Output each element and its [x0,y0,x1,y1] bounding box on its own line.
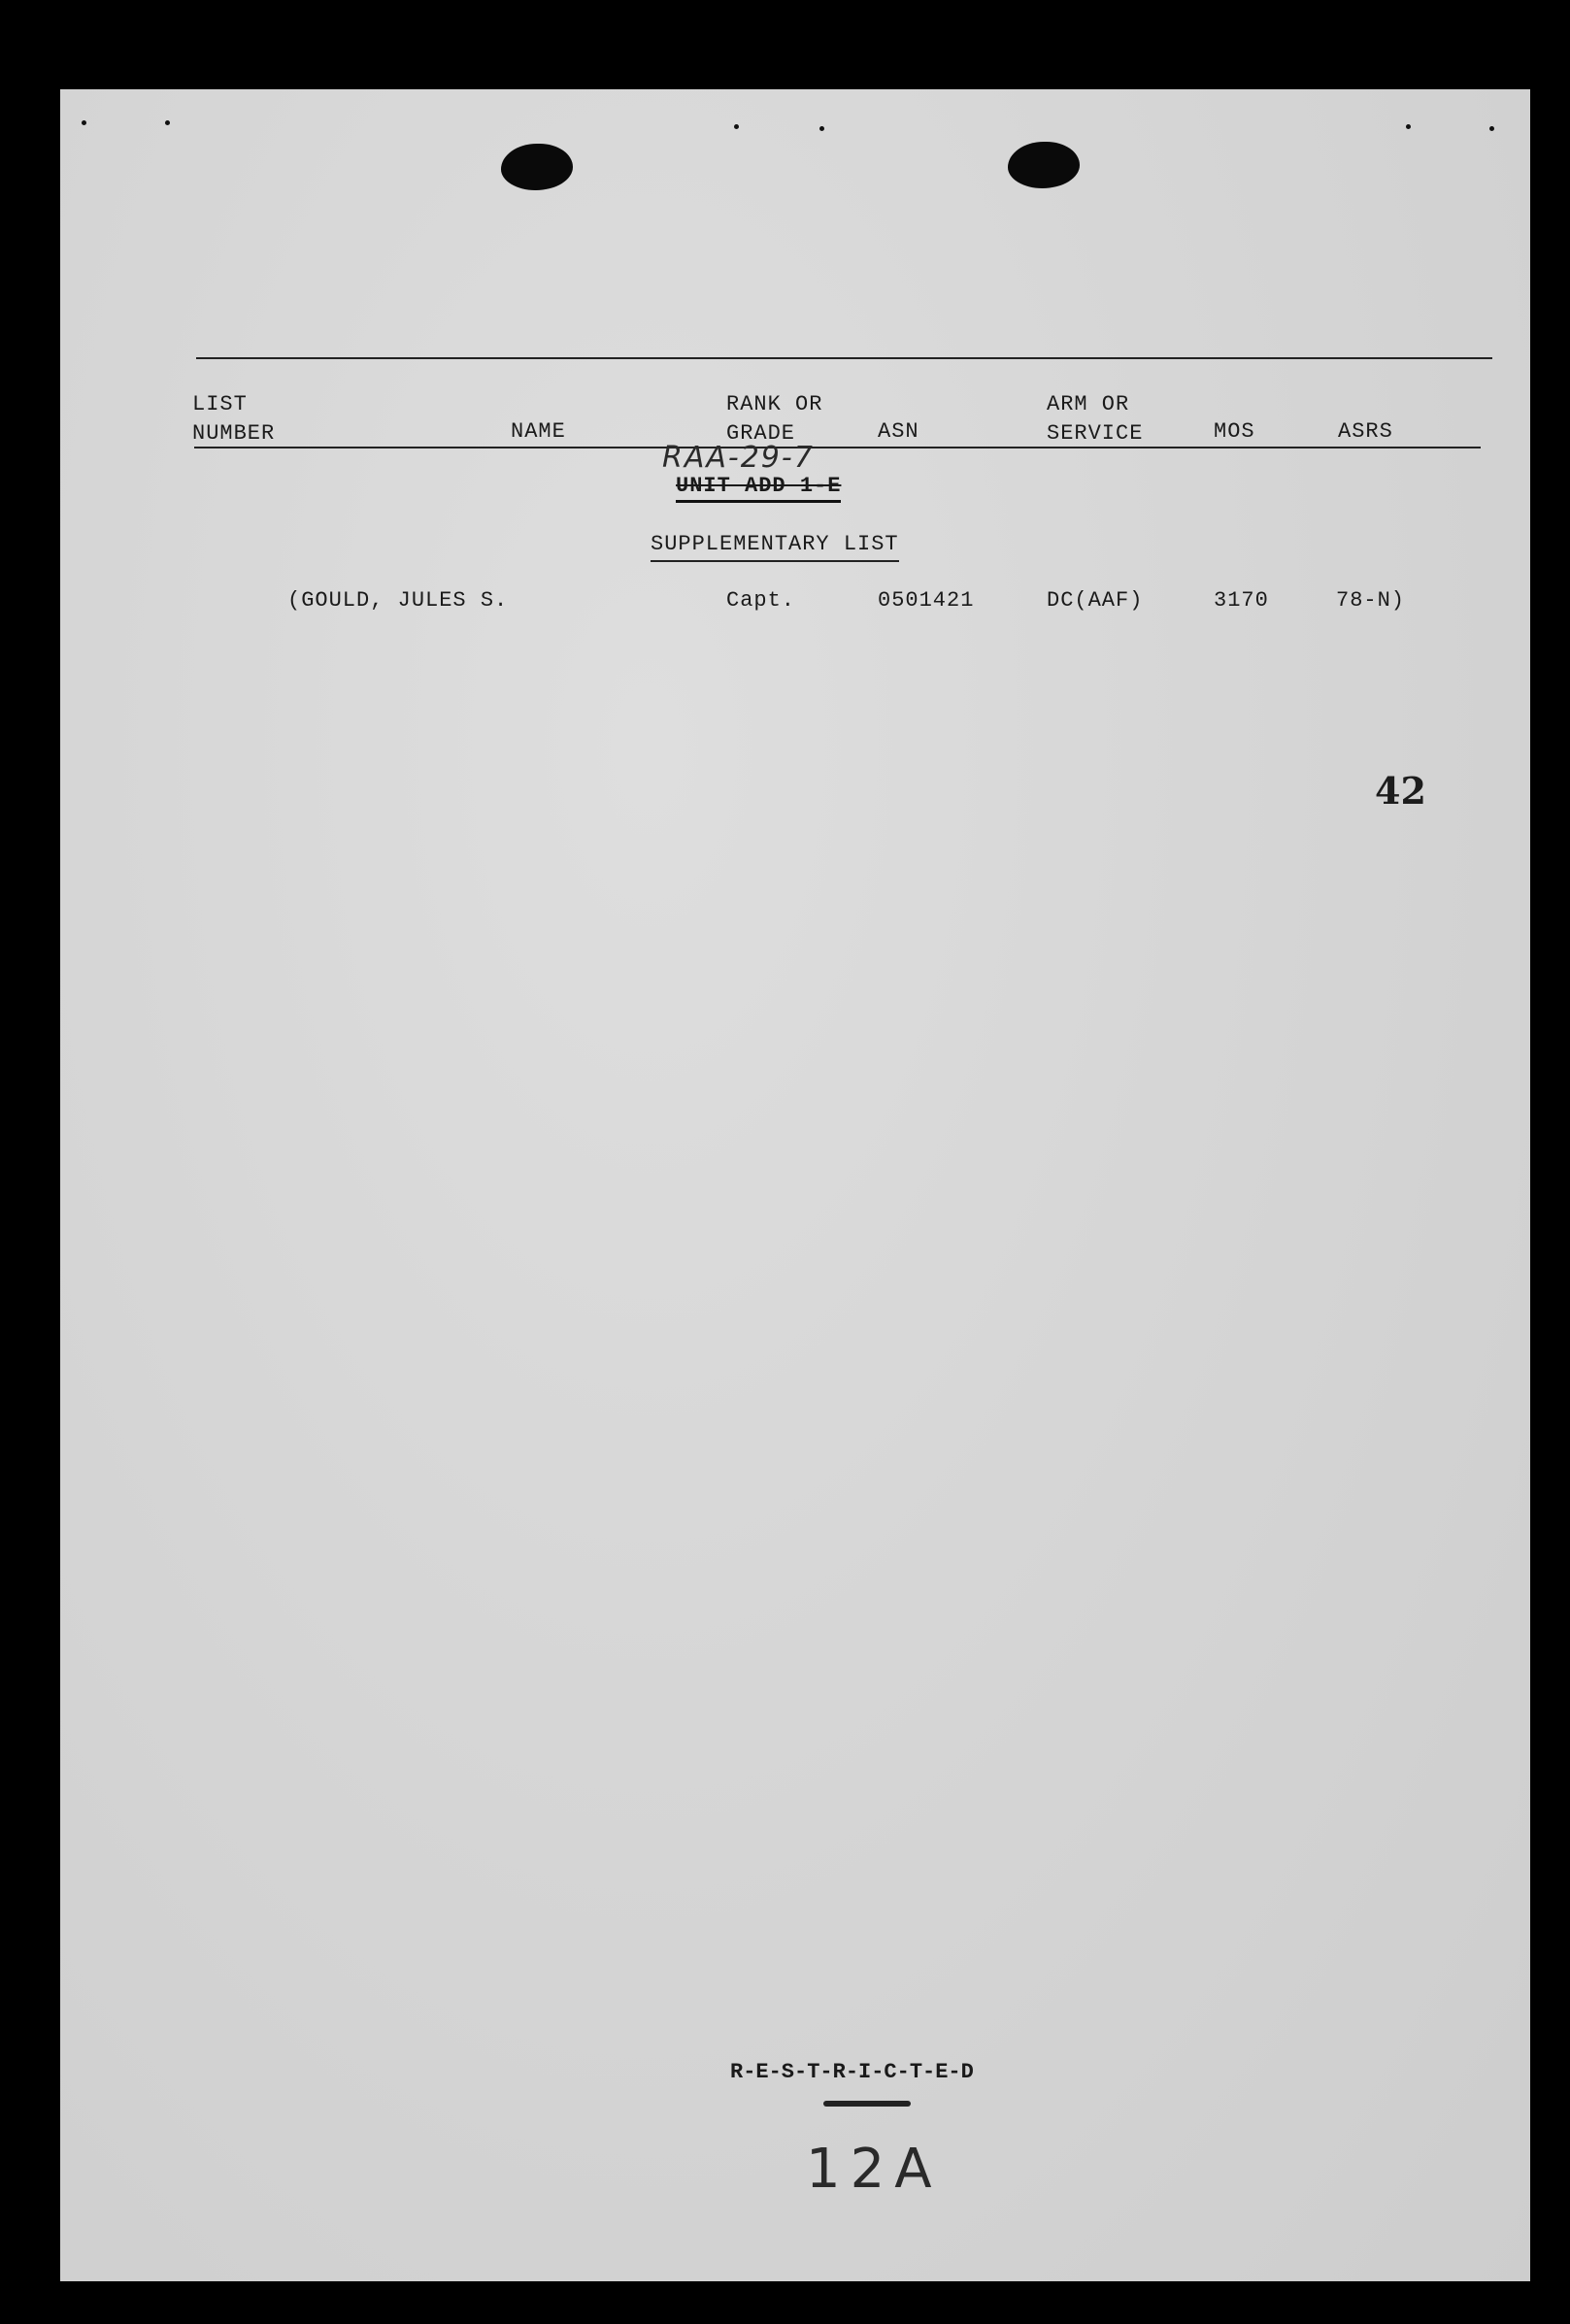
header-asn: ASN [878,419,919,444]
speck [1406,124,1411,129]
entry-mos: 3170 [1214,588,1269,613]
header-arm: ARM OR SERVICE [1047,392,1144,446]
classification-stamp: R-E-S-T-R-I-C-T-E-D [730,2060,974,2084]
document-page [60,89,1530,2281]
header-asrs: ASRS [1338,419,1393,444]
header-rule [194,447,1481,448]
header-rank: RANK OR GRADE [726,392,823,446]
header-list: LIST NUMBER [192,392,276,446]
speck [82,120,86,125]
entry-arm: DC(AAF) [1047,588,1144,613]
handwritten-footer: 12A [806,2138,942,2201]
section-title: SUPPLEMENTARY LIST [651,532,899,562]
header-name: NAME [511,419,566,444]
speck [165,120,170,125]
entry-name: (GOULD, JULES S. [287,588,509,613]
header-mos: MOS [1214,419,1255,444]
handwritten-annotation: RAA-29-7 [662,441,815,475]
punch-hole-right [1008,142,1080,188]
entry-rank: Capt. [726,588,796,613]
punch-hole-left [501,144,573,190]
entry-asn: 0501421 [878,588,975,613]
speck [1489,126,1494,131]
top-rule [196,357,1492,359]
unit-label: UNIT ADD 1-E [676,474,841,503]
speck [819,126,824,131]
page-number: 42 [1375,769,1426,813]
speck [734,124,739,129]
classification-underline [823,2101,911,2107]
entry-asrs: 78-N) [1336,588,1406,613]
